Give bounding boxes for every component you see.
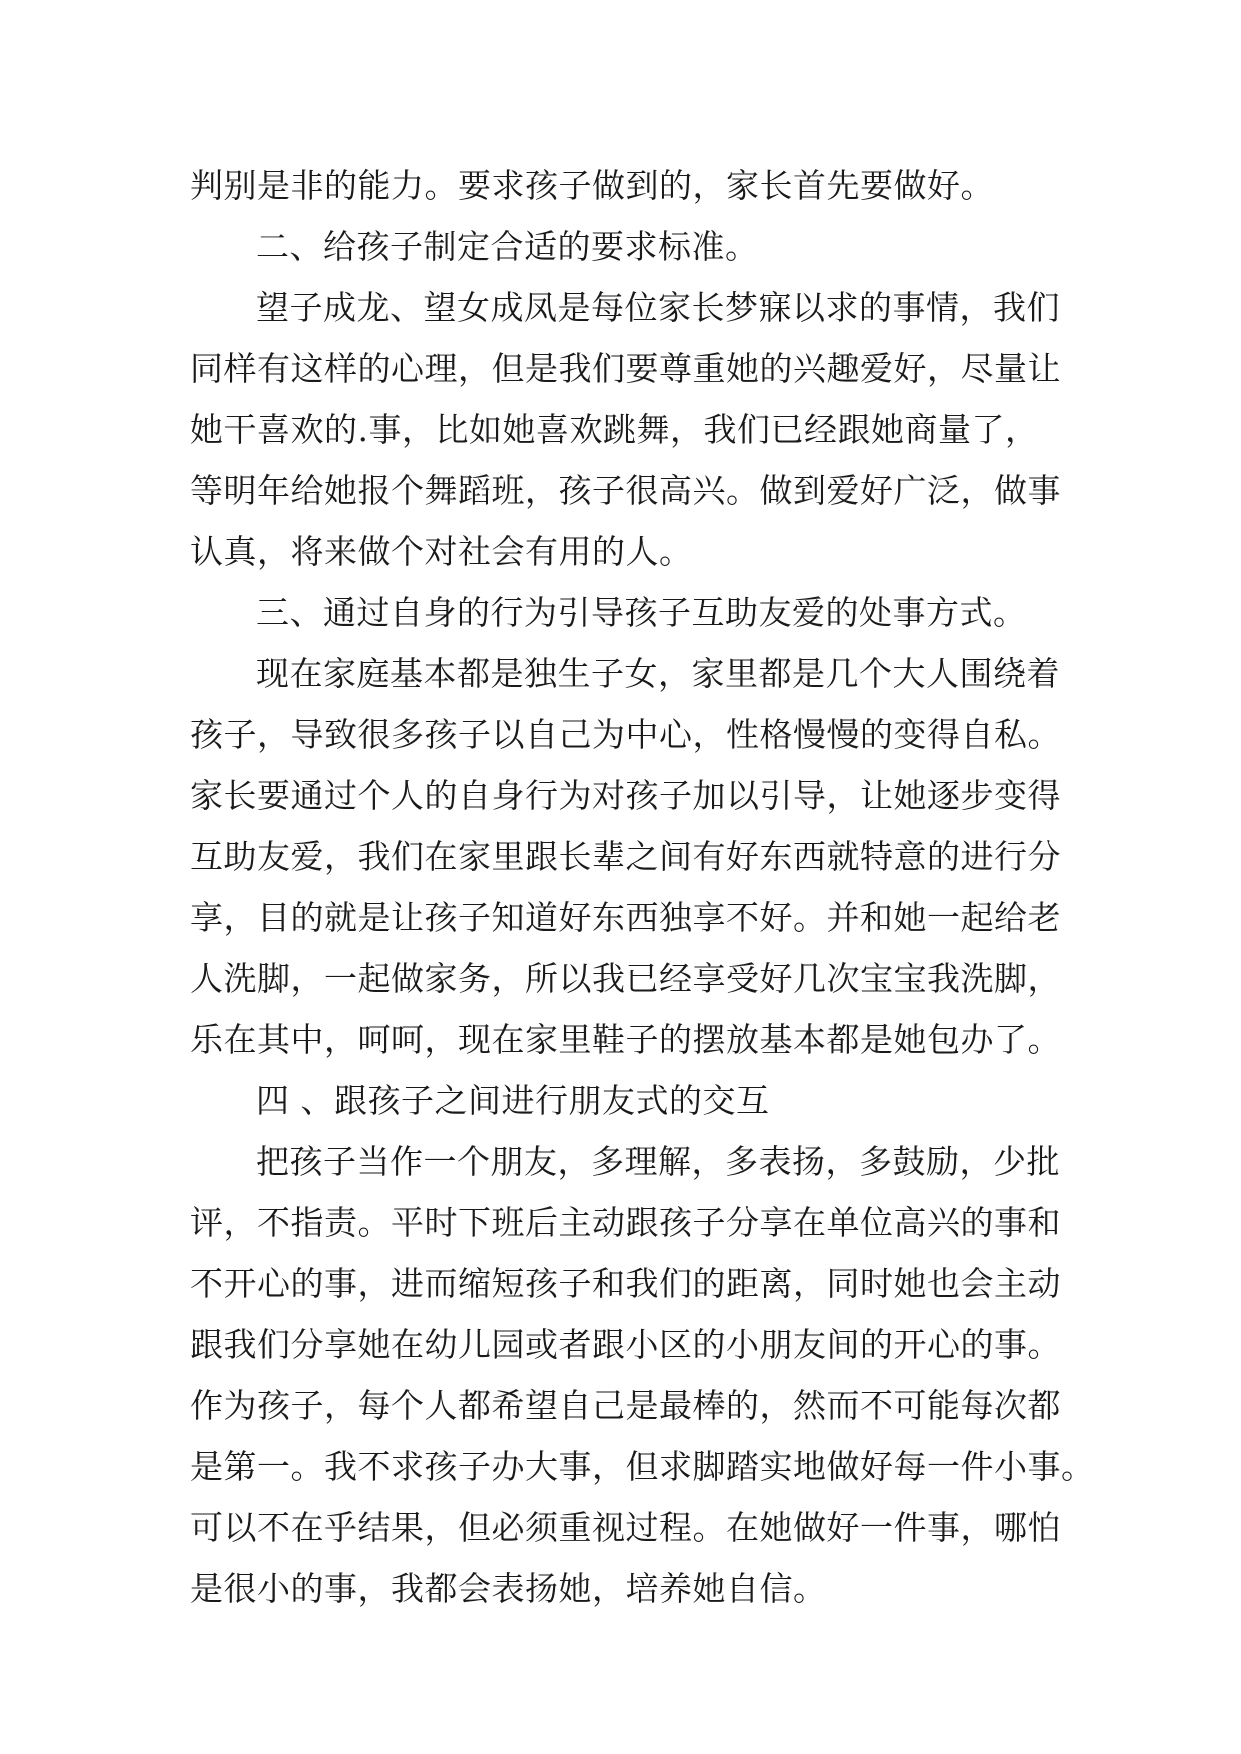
text-line: 望子成龙、望女成凤是每位家长梦寐以求的事情，我们 — [256, 288, 1060, 327]
text-line: 孩子，导致很多孩子以自己为中心，性格慢慢的变得自私。 — [190, 715, 1061, 754]
text-line: 把孩子当作一个朋友，多理解，多表扬，多鼓励，少批 — [256, 1142, 1060, 1181]
text-line: 人洗脚，一起做家务，所以我已经享受好几次宝宝我洗脚， — [190, 959, 1061, 998]
document-body — [190, 155, 1095, 1619]
text-line: 可以不在乎结果，但必须重视过程。在她做好一件事，哪怕 — [190, 1508, 1061, 1547]
text-line: 她干喜欢的.事，比如她喜欢跳舞，我们已经跟她商量了， — [190, 410, 1039, 449]
text-line: 认真，将来做个对社会有用的人。 — [190, 532, 693, 571]
text-line: 享，目的就是让孩子知道好东西独享不好。并和她一起给老 — [190, 898, 1061, 937]
section-heading: 三、通过自身的行为引导孩子互助友爱的处事方式。 — [256, 593, 1027, 632]
section-heading: 四 、跟孩子之间进行朋友式的交互 — [256, 1081, 770, 1120]
text-line: 判别是非的能力。要求孩子做到的，家长首先要做好。 — [190, 166, 994, 205]
text-line: 评，不指责。平时下班后主动跟孩子分享在单位高兴的事和 — [190, 1203, 1061, 1242]
text-line: 作为孩子，每个人都希望自己是最棒的，然而不可能每次都 — [190, 1386, 1061, 1425]
text-line: 等明年给她报个舞蹈班，孩子很高兴。做到爱好广泛，做事 — [190, 471, 1061, 510]
text-line: 跟我们分享她在幼儿园或者跟小区的小朋友间的开心的事。 — [190, 1325, 1061, 1364]
text-line: 是很小的事，我都会表扬她，培养她自信。 — [190, 1569, 827, 1608]
text-line: 互助友爱，我们在家里跟长辈之间有好东西就特意的进行分 — [190, 837, 1061, 876]
text-line: 乐在其中，呵呵，现在家里鞋子的摆放基本都是她包办了。 — [190, 1020, 1061, 1059]
section-heading: 二、给孩子制定合适的要求标准。 — [256, 227, 759, 266]
text-line: 是第一。我不求孩子办大事，但求脚踏实地做好每一件小事。 — [190, 1447, 1095, 1486]
text-line: 现在家庭基本都是独生子女，家里都是几个大人围绕着 — [256, 654, 1060, 693]
text-line: 家长要通过个人的自身行为对孩子加以引导，让她逐步变得 — [190, 776, 1061, 815]
text-line: 不开心的事，进而缩短孩子和我们的距离，同时她也会主动 — [190, 1264, 1061, 1303]
text-line: 同样有这样的心理，但是我们要尊重她的兴趣爱好，尽量让 — [190, 349, 1061, 388]
